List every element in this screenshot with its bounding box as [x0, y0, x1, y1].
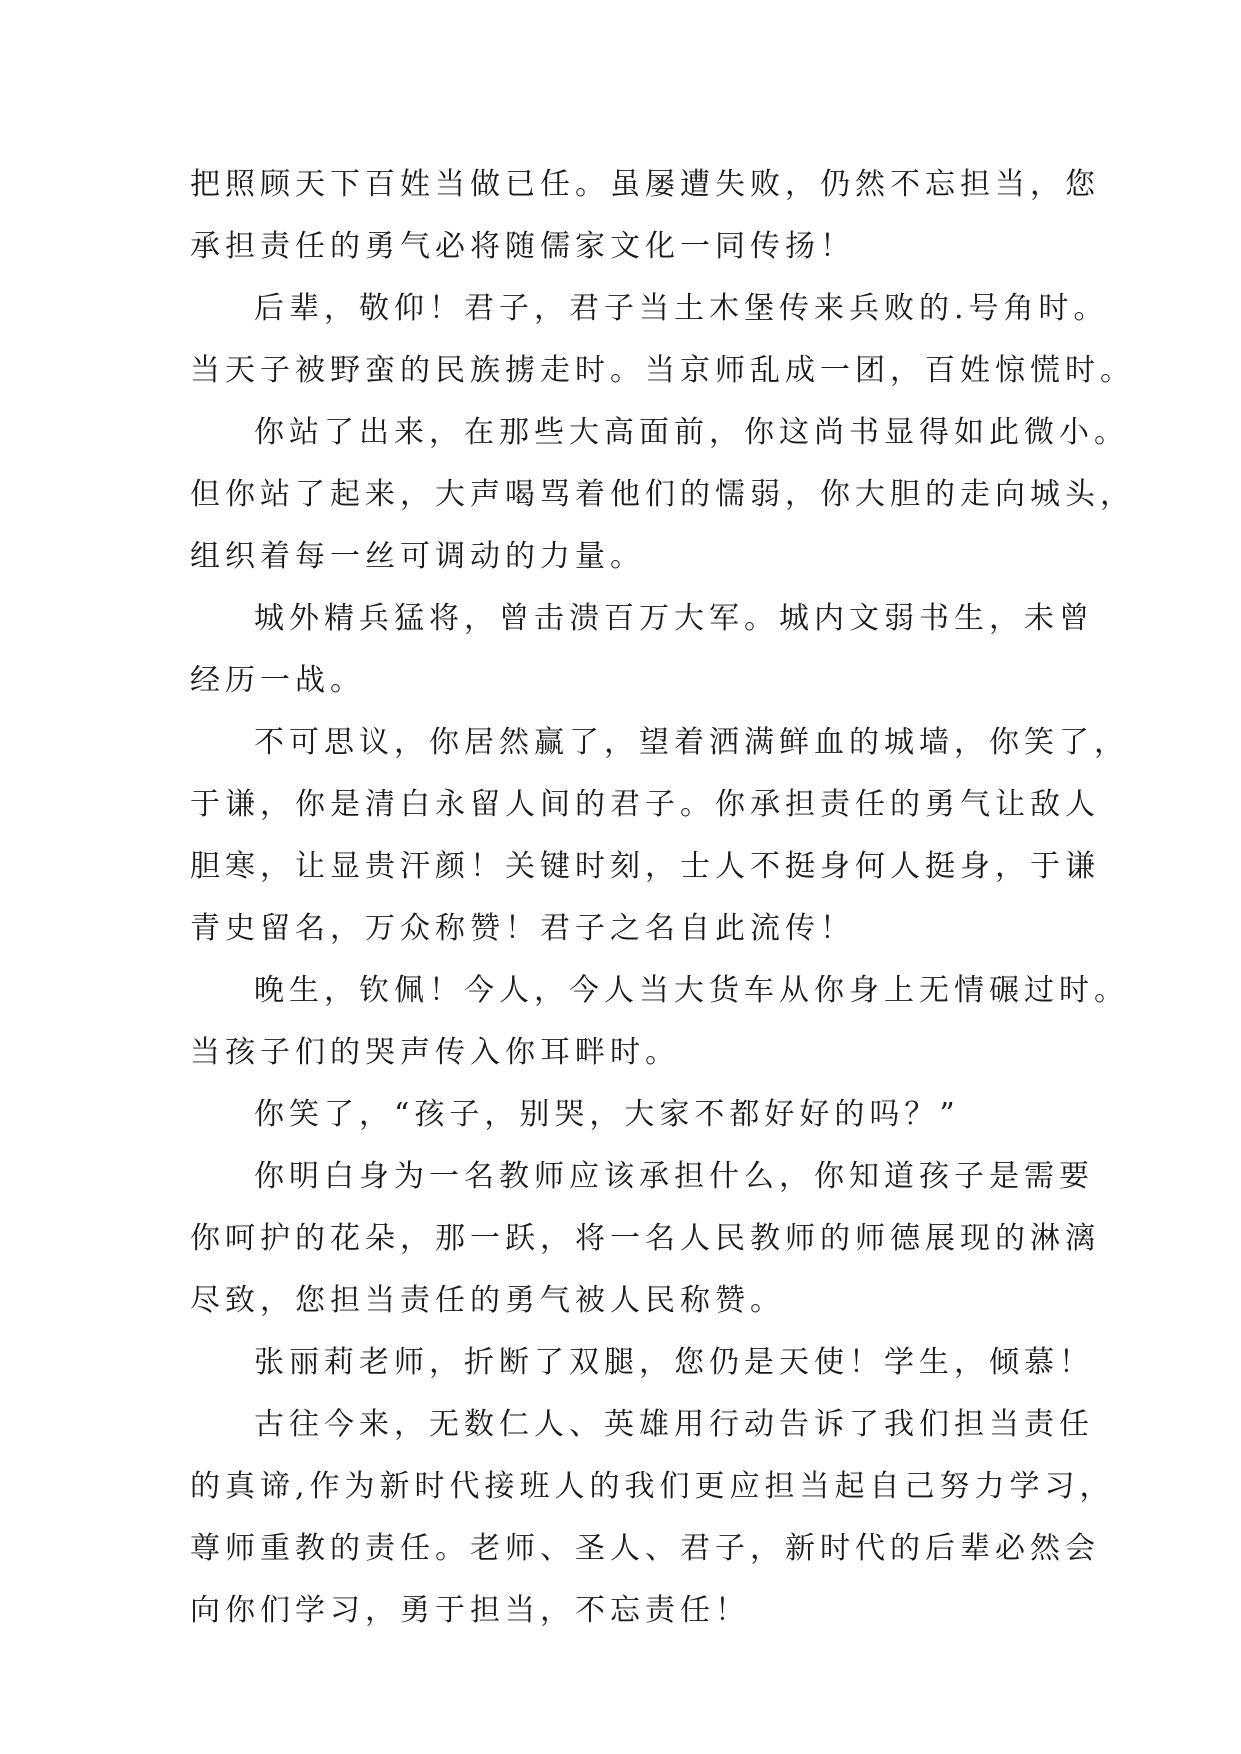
text-line: 但你站了起来，大声喝骂着他们的懦弱，你大胆的走向城头，	[190, 477, 1135, 512]
text-line: 晚生，钦佩！今人，今人当大货车从你身上无情碾过时。	[254, 973, 1129, 1008]
text-line: 你呵护的花朵，那一跃，将一名人民教师的师德展现的淋漓	[190, 1221, 1100, 1256]
text-line: 尽致，您担当责任的勇气被人民称赞。	[190, 1283, 785, 1318]
text-line: 后辈，敬仰！君子，君子当土木堡传来兵败的.号角时。	[254, 291, 1109, 326]
text-line: 当天子被野蛮的民族掳走时。当京师乱成一团，百姓惊慌时。	[190, 353, 1135, 388]
text-line: 张丽莉老师，折断了双腿，您仍是天使！学生，倾慕！	[254, 1345, 1094, 1380]
text-line: 不可思议，你居然赢了，望着洒满鲜血的城墙，你笑了，	[254, 725, 1129, 760]
text-line: 把照顾天下百姓当做已任。虽屡遭失败，仍然不忘担当，您	[190, 167, 1100, 202]
text-line: 当孩子们的哭声传入你耳畔时。	[190, 1035, 680, 1070]
text-line: 青史留名，万众称赞！君子之名自此流传！	[190, 911, 855, 946]
text-line: 经历一战。	[190, 663, 365, 698]
text-line: 你明白身为一名教师应该承担什么，你知道孩子是需要	[254, 1159, 1094, 1194]
text-line: 胆寒，让显贵汗颜！关键时刻，士人不挺身何人挺身，于谦	[190, 849, 1100, 884]
text-line: 古往今来，无数仁人、英雄用行动告诉了我们担当责任	[254, 1407, 1094, 1442]
text-line: 组织着每一丝可调动的力量。	[190, 539, 645, 574]
text-line: 你笑了，“孩子，别哭，大家不都好好的吗？”	[254, 1097, 960, 1132]
text-line: 承担责任的勇气必将随儒家文化一同传扬！	[190, 229, 855, 264]
text-line: 于谦，你是清白永留人间的君子。你承担责任的勇气让敌人	[190, 787, 1100, 822]
text-line: 城外精兵猛将，曾击溃百万大军。城内文弱书生，未曾	[254, 601, 1094, 636]
text-line: 你站了出来，在那些大高面前，你这尚书显得如此微小。	[254, 415, 1129, 450]
text-line: 的真谛,作为新时代接班人的我们更应担当起自己努力学习，	[190, 1469, 1115, 1504]
text-line: 尊师重教的责任。老师、圣人、君子，新时代的后辈必然会	[190, 1531, 1100, 1566]
text-line: 向你们学习，勇于担当，不忘责任！	[190, 1593, 750, 1628]
